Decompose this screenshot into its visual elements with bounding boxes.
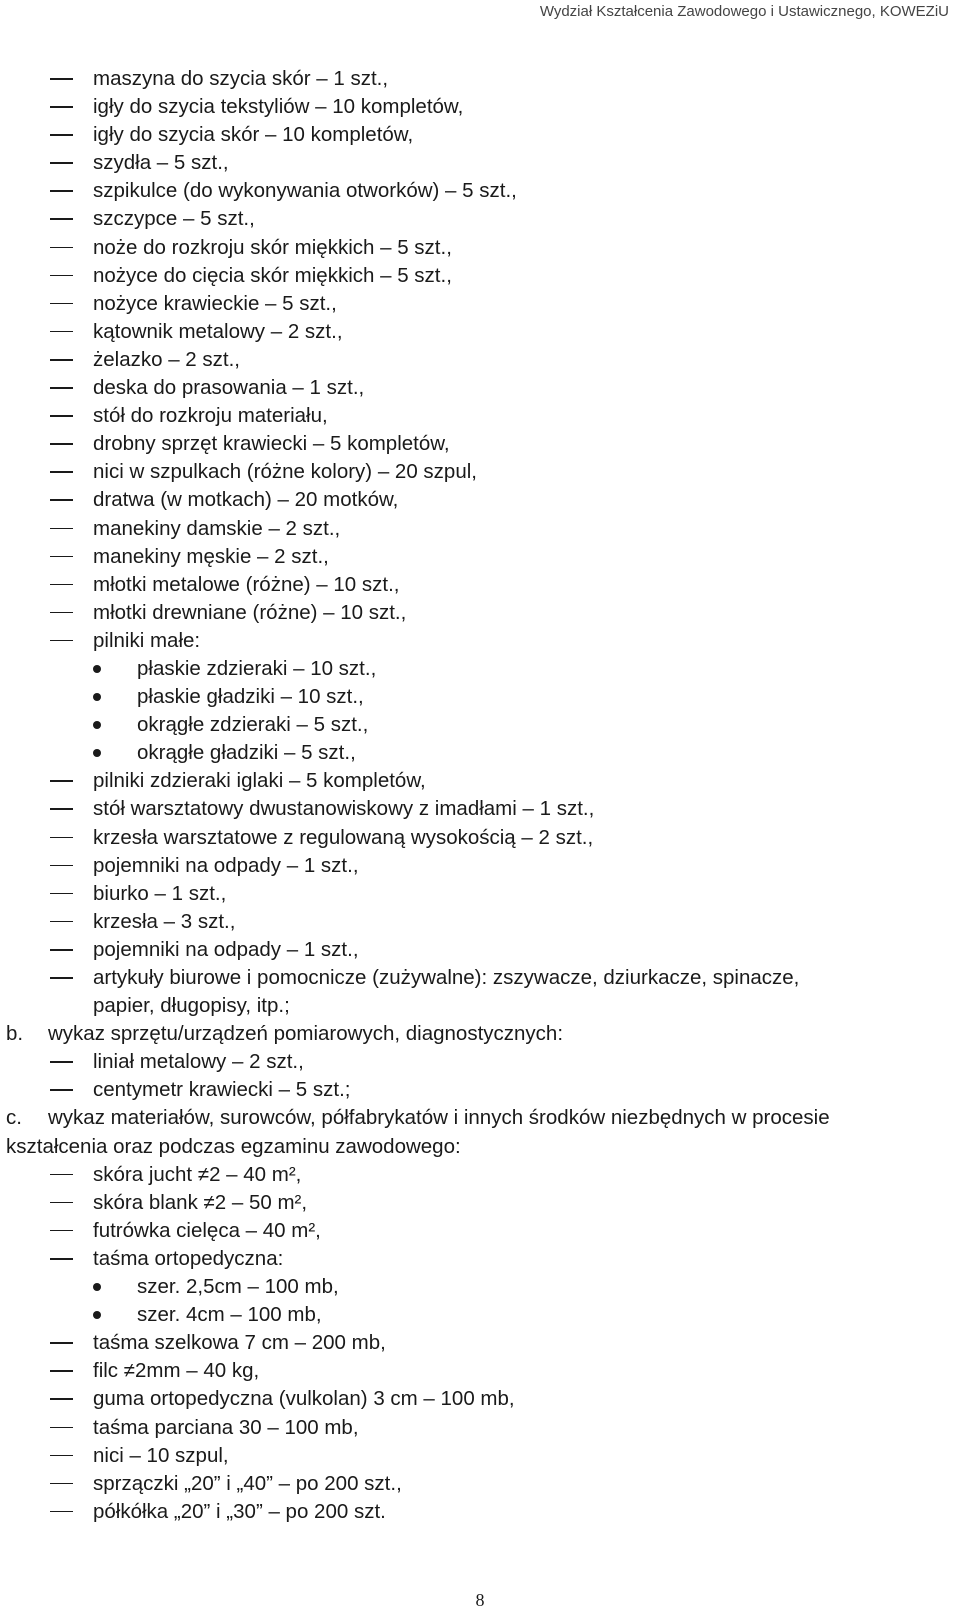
item-text: pojemniki na odpady – 1 szt., [93, 853, 359, 877]
dash-marker [50, 780, 73, 782]
sub-list-item [0, 739, 960, 767]
dash-marker [50, 865, 73, 867]
list-item [0, 1217, 960, 1245]
item-text: nożyce do cięcia skór miękkich – 5 szt., [93, 263, 452, 287]
item-text: igły do szycia tekstyliów – 10 kompletów, [93, 95, 464, 119]
bullet-icon [93, 749, 101, 757]
list-item [0, 543, 960, 571]
dash-marker [50, 415, 73, 417]
list-item [0, 205, 960, 233]
dash-marker [50, 162, 73, 164]
dash-marker [50, 134, 73, 136]
dash-marker [50, 218, 73, 220]
dash-marker [50, 921, 73, 923]
item-text: szer. 4cm – 100 mb, [137, 1303, 322, 1327]
dash-marker [50, 584, 73, 586]
list-item [0, 1414, 960, 1442]
list-item [0, 515, 960, 543]
item-text: żelazko – 2 szt., [93, 347, 240, 371]
item-text: sprzączki „20” i „40” – po 200 szt., [93, 1471, 402, 1495]
list-item [0, 1329, 960, 1357]
bullet-icon [93, 1311, 101, 1319]
list-item [0, 402, 960, 430]
dash-marker [50, 1202, 73, 1204]
list-item [0, 852, 960, 880]
item-text: pilniki małe: [93, 628, 201, 652]
list-item [0, 458, 960, 486]
section-heading [0, 1020, 960, 1048]
list-item [0, 1385, 960, 1413]
list-item [0, 571, 960, 599]
dash-marker [50, 1061, 73, 1063]
item-text: krzesła warsztatowe z regulowaną wysokością – 2 szt., [93, 825, 594, 849]
list-item [0, 824, 960, 852]
list-item [0, 1189, 960, 1217]
dash-marker [50, 331, 73, 333]
list-item [0, 177, 960, 205]
sub-list-item [0, 1301, 960, 1329]
dash-marker [50, 893, 73, 895]
item-text: nici – 10 szpul, [93, 1443, 229, 1467]
list-item [0, 1357, 960, 1385]
section-letter: b. [6, 1022, 24, 1046]
dash-marker [50, 190, 73, 192]
item-text: nożyce krawieckie – 5 szt., [93, 291, 337, 315]
item-text: taśma ortopedyczna: [93, 1246, 284, 1270]
list-item [0, 908, 960, 936]
item-text: płaskie zdzieraki – 10 szt., [137, 656, 377, 680]
item-text: filc ≠2mm – 40 kg, [93, 1359, 260, 1383]
dash-marker [50, 1427, 73, 1429]
list-item [0, 486, 960, 514]
list-item [0, 1048, 960, 1076]
dash-marker [50, 977, 73, 979]
item-text: skóra jucht ≠2 – 40 m², [93, 1162, 302, 1186]
dash-marker [50, 1089, 73, 1091]
sub-list-item [0, 711, 960, 739]
item-text: szpikulce (do wykonywania otworków) – 5 szt., [93, 179, 517, 203]
item-text: okrągłe zdzieraki – 5 szt., [137, 713, 369, 737]
dash-marker [50, 837, 73, 839]
list-item [0, 1470, 960, 1498]
dash-marker [50, 1230, 73, 1232]
item-text: guma ortopedyczna (vulkolan) 3 cm – 100 mb, [93, 1387, 515, 1411]
bullet-icon [93, 1283, 101, 1291]
list-item [0, 374, 960, 402]
item-text: manekiny męskie – 2 szt., [93, 544, 329, 568]
list-item [0, 767, 960, 795]
item-text: pojemniki na odpady – 1 szt., [93, 937, 359, 961]
bullet-icon [93, 721, 101, 729]
list-item [0, 936, 960, 964]
item-text: manekiny damskie – 2 szt., [93, 516, 341, 540]
item-text: szczypce – 5 szt., [93, 207, 255, 231]
item-text: maszyna do szycia skór – 1 szt., [93, 67, 389, 90]
dash-marker [50, 1511, 73, 1513]
list-item [0, 880, 960, 908]
item-text: deska do prasowania – 1 szt., [93, 376, 365, 400]
list-item [0, 1442, 960, 1470]
list-item [0, 1245, 960, 1273]
item-text: stół warsztatowy dwustanowiskowy z imadłami – 1 szt., [93, 797, 595, 821]
item-text: skóra blank ≠2 – 50 m², [93, 1190, 308, 1214]
item-text: centymetr krawiecki – 5 szt.; [93, 1078, 351, 1102]
item-text: drobny sprzęt krawiecki – 5 kompletów, [93, 432, 450, 456]
item-text: młotki drewniane (różne) – 10 szt., [93, 600, 407, 624]
list-item [0, 599, 960, 627]
section-heading-continuation [0, 1133, 960, 1161]
page-number: 8 [475, 1590, 485, 1610]
item-text: nici w szpulkach (różne kolory) – 20 szpul, [93, 460, 477, 484]
dash-marker [50, 1398, 73, 1400]
item-text: futrówka cielęca – 40 m², [93, 1218, 321, 1242]
item-text: wykaz materiałów, surowców, półfabrykatów i innych środków niezbędnych w procesie [48, 1106, 830, 1130]
list-item-continuation [0, 992, 960, 1020]
item-text: krzesła – 3 szt., [93, 909, 236, 933]
dash-marker [50, 359, 73, 361]
dash-marker [50, 1483, 73, 1485]
item-text: taśma parciana 30 – 100 mb, [93, 1415, 359, 1439]
dash-marker [50, 443, 73, 445]
item-text: artykuły biurowe i pomocnicze (zużywalne): zszywacze, dziurkacze, spinacze, [93, 966, 800, 989]
list-item [0, 1161, 960, 1189]
list-item [0, 346, 960, 374]
item-text: kątownik metalowy – 2 szt., [93, 319, 343, 343]
dash-marker [50, 612, 73, 614]
item-text: szydła – 5 szt., [93, 151, 229, 175]
dash-marker [50, 106, 73, 108]
dash-marker [50, 387, 73, 389]
item-text: kształcenia oraz podczas egzaminu zawodowego: [6, 1134, 461, 1158]
list-item [0, 65, 960, 93]
dash-marker [50, 471, 73, 473]
item-text: wykaz sprzętu/urządzeń pomiarowych, diagnostycznych: [48, 1022, 564, 1046]
list-item [0, 318, 960, 346]
item-text: pilniki zdzieraki iglaki – 5 kompletów, [93, 769, 426, 793]
dash-marker [50, 303, 73, 305]
item-text: stół do rozkroju materiału, [93, 404, 328, 428]
dash-marker [50, 1370, 73, 1372]
list-item [0, 1076, 960, 1104]
sub-list-item [0, 683, 960, 711]
section-heading [0, 1104, 960, 1132]
item-text: noże do rozkroju skór miękkich – 5 szt., [93, 235, 452, 259]
section-letter: c. [6, 1106, 22, 1130]
item-text: okrągłe gładziki – 5 szt., [137, 741, 356, 765]
item-text: półkółka „20” i „30” – po 200 szt. [93, 1499, 386, 1523]
dash-marker [50, 1174, 73, 1176]
dash-marker [50, 78, 73, 80]
item-text: igły do szycia skór – 10 kompletów, [93, 123, 414, 147]
document-body [0, 65, 960, 1526]
dash-marker [50, 247, 73, 249]
list-item [0, 290, 960, 318]
list-item [0, 430, 960, 458]
item-text: szer. 2,5cm – 100 mb, [137, 1275, 339, 1299]
item-text: liniał metalowy – 2 szt., [93, 1050, 304, 1074]
list-item [0, 964, 960, 992]
bullet-icon [93, 693, 101, 701]
list-item [0, 234, 960, 262]
sub-list-item [0, 655, 960, 683]
dash-marker [50, 556, 73, 558]
item-text: dratwa (w motkach) – 20 motków, [93, 488, 399, 512]
list-item [0, 627, 960, 655]
dash-marker [50, 275, 73, 277]
list-item [0, 1498, 960, 1526]
item-text: płaskie gładziki – 10 szt., [137, 685, 364, 709]
dash-marker [50, 1258, 73, 1260]
dash-marker [50, 808, 73, 810]
item-text: młotki metalowe (różne) – 10 szt., [93, 572, 400, 596]
dash-marker [50, 640, 73, 642]
item-text: papier, długopisy, itp.; [93, 994, 290, 1018]
list-item [0, 795, 960, 823]
page-header: Wydział Kształcenia Zawodowego i Ustawicznego, KOWEZiU [539, 3, 949, 20]
dash-marker [50, 949, 73, 951]
dash-marker [50, 1455, 73, 1457]
dash-marker [50, 499, 73, 501]
item-text: taśma szelkowa 7 cm – 200 mb, [93, 1331, 386, 1355]
list-item [0, 149, 960, 177]
list-item [0, 262, 960, 290]
list-item [0, 93, 960, 121]
item-text: biurko – 1 szt., [93, 881, 227, 905]
list-item [0, 121, 960, 149]
sub-list-item [0, 1273, 960, 1301]
dash-marker [50, 1342, 73, 1344]
bullet-icon [93, 665, 101, 673]
dash-marker [50, 528, 73, 530]
